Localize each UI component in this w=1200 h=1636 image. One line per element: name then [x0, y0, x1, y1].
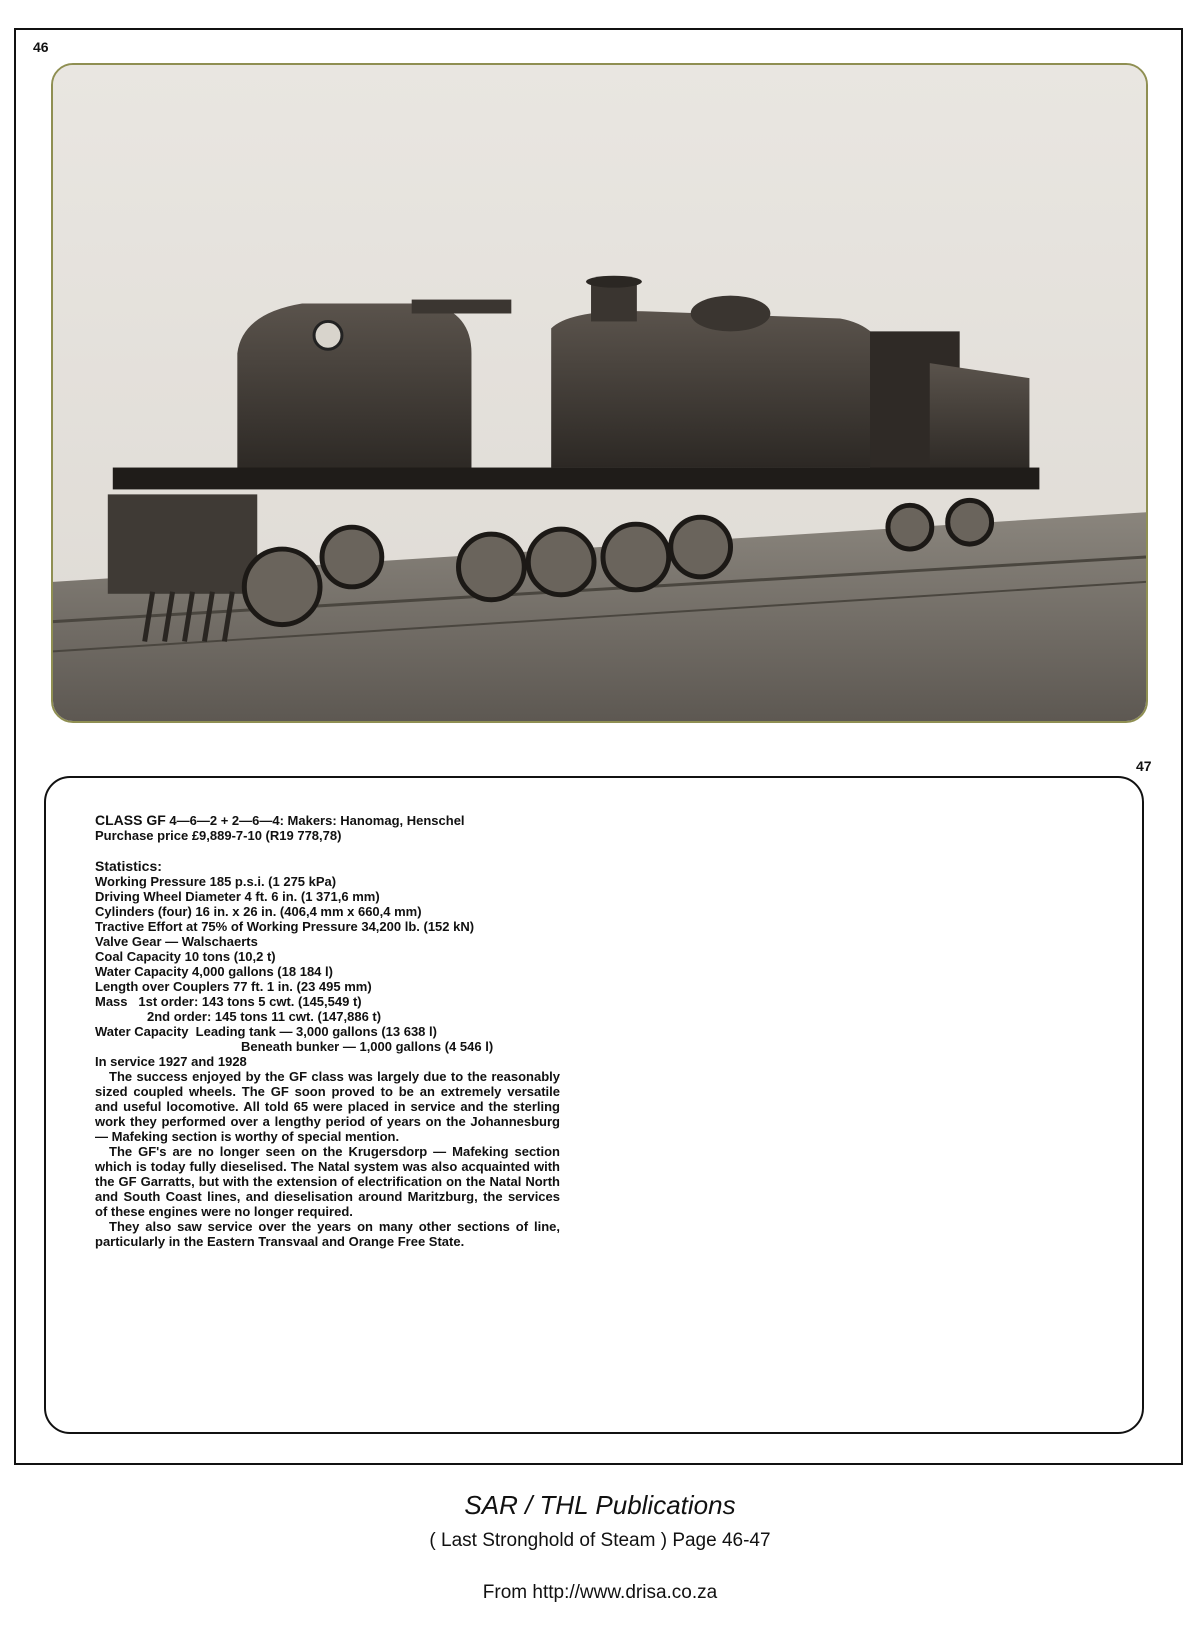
body-paragraph: They also saw service over the years on many other sections of line, particularly in the Eastern Transvaal and Orange Free State. — [95, 1219, 560, 1249]
stat-water-capacity-leading: Water Capacity Leading tank — 3,000 gallons (13 638 l) — [95, 1024, 437, 1039]
footer-source-link[interactable]: From http://www.drisa.co.za — [482, 1582, 718, 1603]
description-text — [95, 813, 560, 1249]
footer-subtitle: ( Last Stronghold of Steam ) Page 46-47 — [429, 1530, 771, 1551]
stat-water-capacity-bunker: Beneath bunker — 1,000 gallons (4 546 l) — [241, 1039, 494, 1054]
body-paragraph: The GF's are no longer seen on the Krugersdorp — Mafeking section which is today fully dieselised. The Natal system was also acquainted with the GF Garratts, but with the extension of electrification on the Natal North and South Coast lines, and dieselisation around Maritzburg, the services of these engines were no longer required. — [95, 1144, 560, 1219]
purchase-price: Purchase price £9,889-7-10 (R19 778,78) — [95, 828, 342, 843]
class-wheel-arrangement: 4—6—2 + 2—6—4: Makers: Hanomag, Henschel — [169, 813, 465, 828]
stat-line: Valve Gear — Walschaerts — [95, 934, 258, 949]
stat-line: Mass 1st order: 143 tons 5 cwt. (145,549 t) — [95, 994, 362, 1009]
stat-line: Tractive Effort at 75% of Working Pressure 34,200 lb. (152 kN) — [95, 919, 475, 934]
footer-title: SAR / THL Publications — [464, 1490, 736, 1520]
class-label: CLASS GF — [95, 812, 166, 828]
stat-line: Driving Wheel Diameter 4 ft. 6 in. (1 371,6 mm) — [95, 889, 380, 904]
stat-line: Coal Capacity 10 tons (10,2 t) — [95, 949, 276, 964]
stat-in-service: In service 1927 and 1928 — [95, 1054, 247, 1069]
page-number-right: 47 — [1136, 758, 1152, 774]
stat-line: Water Capacity 4,000 gallons (18 184 l) — [95, 964, 333, 979]
stat-line: Cylinders (four) 16 in. x 26 in. (406,4 mm x 660,4 mm) — [95, 904, 422, 919]
locomotive-illustration — [53, 65, 1146, 721]
locomotive-photo — [51, 63, 1148, 723]
page-number-left: 46 — [33, 39, 49, 55]
stat-line: Working Pressure 185 p.s.i. (1 275 kPa) — [95, 874, 337, 889]
statistics-heading: Statistics: — [95, 858, 162, 874]
stat-mass-second-order: 2nd order: 145 tons 11 cwt. (147,886 t) — [147, 1009, 382, 1024]
stat-line: Length over Couplers 77 ft. 1 in. (23 495 mm) — [95, 979, 372, 994]
class-heading — [95, 813, 560, 828]
body-paragraph: The success enjoyed by the GF class was largely due to the reasonably sized coupled wheels. The GF soon proved to be an extremely versatile and useful locomotive. All told 65 were placed in service and the sterling work they performed over a lengthy period of years on the Johannesburg — Mafeking section is worthy of special mention. — [95, 1069, 560, 1144]
